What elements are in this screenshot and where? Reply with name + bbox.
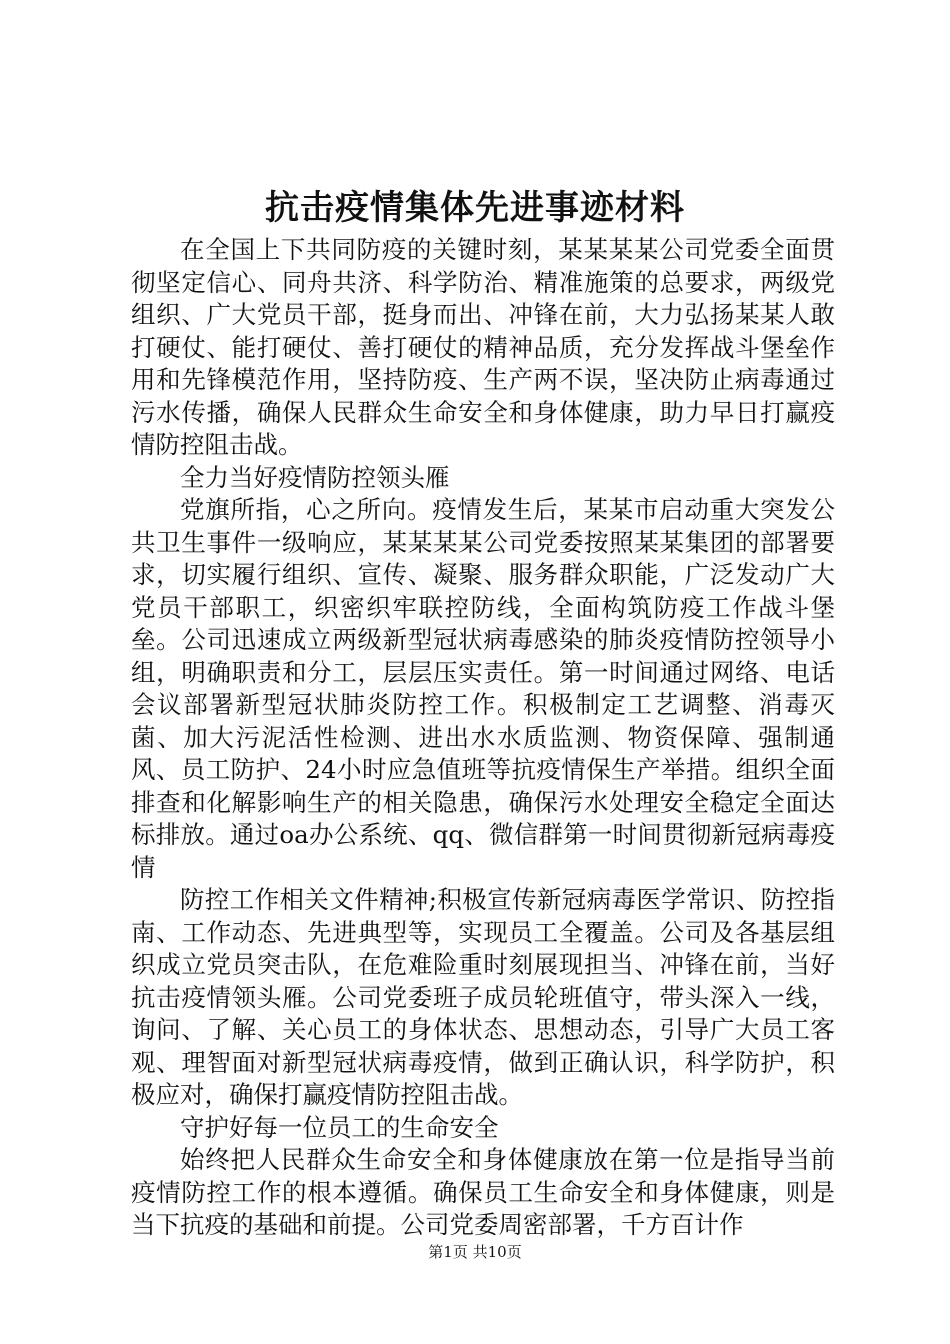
paragraph-party-flag: 党旗所指，心之所向。疫情发生后，某某市启动重大突发公共卫生事件一级响应，某某某某公司党委按照某某集团的部署要求，切实履行组织、宣传、凝聚、服务群众职能，广泛发动广大党员干部职工，织密织牢联控防线，全面构筑防疫工作战斗堡垒。公司迅速成立两级新型冠状病毒感染的肺炎疫情防控领导小组，明确职责和分工，层层压实责任。第一时间通过网络、电话会议部署新型冠状肺炎防控工作。积极制定工艺调整、消毒灭菌、加大污泥活性检测、进出水水质监测、物资保障、强制通风、员工防护、24小时应急值班等抗疫情保生产举措。组织全面排查和化解影响生产的相关隐患，确保污水处理安全稳定全面达标排放。通过oa办公系统、qq、微信群第一时间贯彻新冠病毒疫情 bbox=[131, 495, 835, 882]
section-heading-lead: 全力当好疫情防控领头雁 bbox=[180, 462, 450, 492]
section-heading-protect: 守护好每一位员工的生命安全 bbox=[180, 1112, 499, 1142]
document-title: 抗击疫情集体先进事迹材料 bbox=[265, 188, 685, 228]
paragraph-prevention-work: 防控工作相关文件精神;积极宣传新冠病毒医学常识、防控指南、工作动态、先进典型等，实现员工全覆盖。公司及各基层组织成立党员突击队，在危难险重时刻展现担当、冲锋在前，当好抗击疫情领头雁。公司党委班子成员轮班值守，带头深入一线，询问、了解、关心员工的身体状态、思想动态，引导广大员工客观、理智面对新型冠状病毒疫情，做到正确认识，科学防护，积极应对，确保打赢疫情防控阻击战。 bbox=[131, 885, 835, 1109]
document-body bbox=[131, 234, 835, 1242]
page-number-footer: 第1页 共10页 bbox=[428, 1243, 522, 1261]
paragraph-safety-first: 始终把人民群众生命安全和身体健康放在第一位是指导当前疫情防控工作的根本遵循。确保员工生命安全和身体健康，则是当下抗疫的基础和前提。公司党委周密部署，千方百计作 bbox=[131, 1145, 835, 1239]
paragraph-intro: 在全国上下共同防疫的关键时刻，某某某某公司党委全面贯彻坚定信心、同舟共济、科学防治、精准施策的总要求，两级党组织、广大党员干部，挺身而出、冲锋在前，大力弘扬某某人敢打硬仗、能打硬仗、善打硬仗的精神品质，充分发挥战斗堡垒作用和先锋模范作用，坚持防疫、生产两不误，坚决防止病毒通过污水传播，确保人民群众生命安全和身体健康，助力早日打赢疫情防控阻击战。 bbox=[131, 235, 835, 459]
